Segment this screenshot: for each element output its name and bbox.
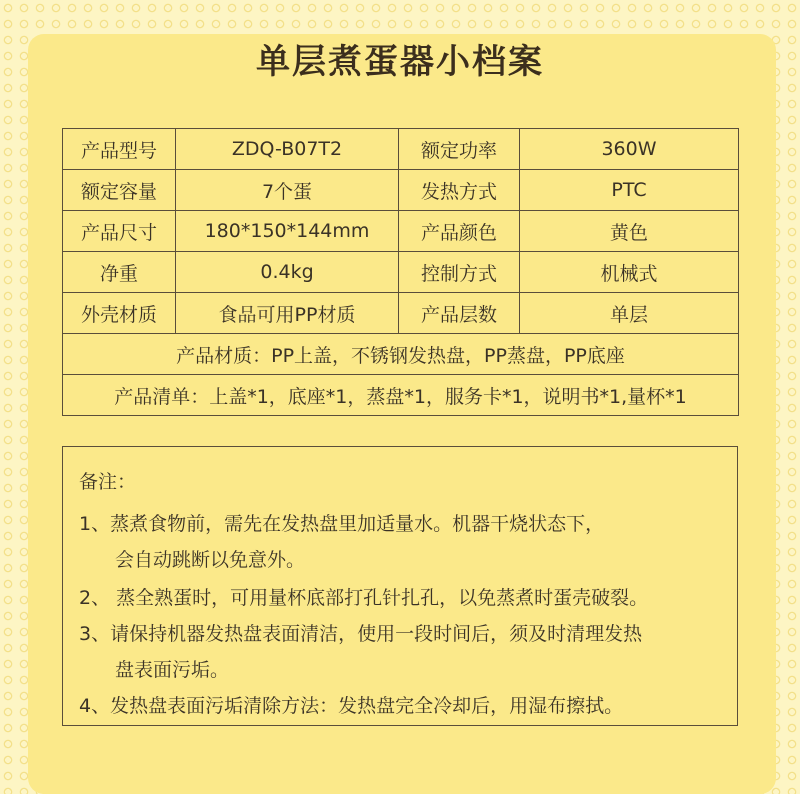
spec-label: 控制方式 bbox=[399, 252, 520, 293]
material-cell: 产品材质：PP上盖，不锈钢发热盘，PP蒸盘，PP底座 bbox=[63, 334, 739, 375]
spec-label: 产品层数 bbox=[399, 293, 520, 334]
table-row bbox=[63, 252, 739, 293]
spec-value: 180*150*144mm bbox=[176, 211, 399, 252]
spec-value: 0.4kg bbox=[176, 252, 399, 293]
spec-value: ZDQ-B07T2 bbox=[176, 129, 399, 170]
note-line: 会自动跳断以免意外。 bbox=[115, 549, 306, 571]
table-row bbox=[63, 211, 739, 252]
spec-value: 机械式 bbox=[520, 252, 739, 293]
spec-label: 产品颜色 bbox=[399, 211, 520, 252]
page-title: 单层煮蛋器小档案 bbox=[256, 42, 544, 82]
spec-label: 外壳材质 bbox=[63, 293, 176, 334]
notes-box bbox=[62, 446, 738, 726]
note-line: 2、 蒸全熟蛋时，可用量杯底部打孔针扎孔，以免蒸煮时蛋壳破裂。 bbox=[79, 587, 649, 609]
spec-value: 黄色 bbox=[520, 211, 739, 252]
spec-label: 额定容量 bbox=[63, 170, 176, 211]
spec-value: 7个蛋 bbox=[176, 170, 399, 211]
spec-value: PTC bbox=[520, 170, 739, 211]
spec-label: 额定功率 bbox=[399, 129, 520, 170]
note-line: 3、请保持机器发热盘表面清洁，使用一段时间后，须及时清理发热 bbox=[79, 623, 643, 645]
table-row bbox=[63, 293, 739, 334]
spec-table bbox=[62, 128, 739, 416]
notes-heading: 备注： bbox=[79, 471, 137, 493]
table-row bbox=[63, 334, 739, 375]
spec-value: 食品可用PP材质 bbox=[176, 293, 399, 334]
note-line: 1、蒸煮食物前，需先在发热盘里加适量水。机器干烧状态下， bbox=[79, 513, 605, 535]
table-row bbox=[63, 129, 739, 170]
table-row bbox=[63, 375, 739, 416]
spec-value: 单层 bbox=[520, 293, 739, 334]
spec-label: 发热方式 bbox=[399, 170, 520, 211]
spec-value: 360W bbox=[520, 129, 739, 170]
table-row bbox=[63, 170, 739, 211]
spec-label: 产品型号 bbox=[63, 129, 176, 170]
packing-list-cell: 产品清单：上盖*1，底座*1，蒸盘*1，服务卡*1，说明书*1,量杯*1 bbox=[63, 375, 739, 416]
spec-label: 产品尺寸 bbox=[63, 211, 176, 252]
note-line: 4、发热盘表面污垢清除方法：发热盘完全冷却后，用湿布擦拭。 bbox=[79, 695, 624, 717]
spec-label: 净重 bbox=[63, 252, 176, 293]
note-line: 盘表面污垢。 bbox=[115, 659, 230, 681]
